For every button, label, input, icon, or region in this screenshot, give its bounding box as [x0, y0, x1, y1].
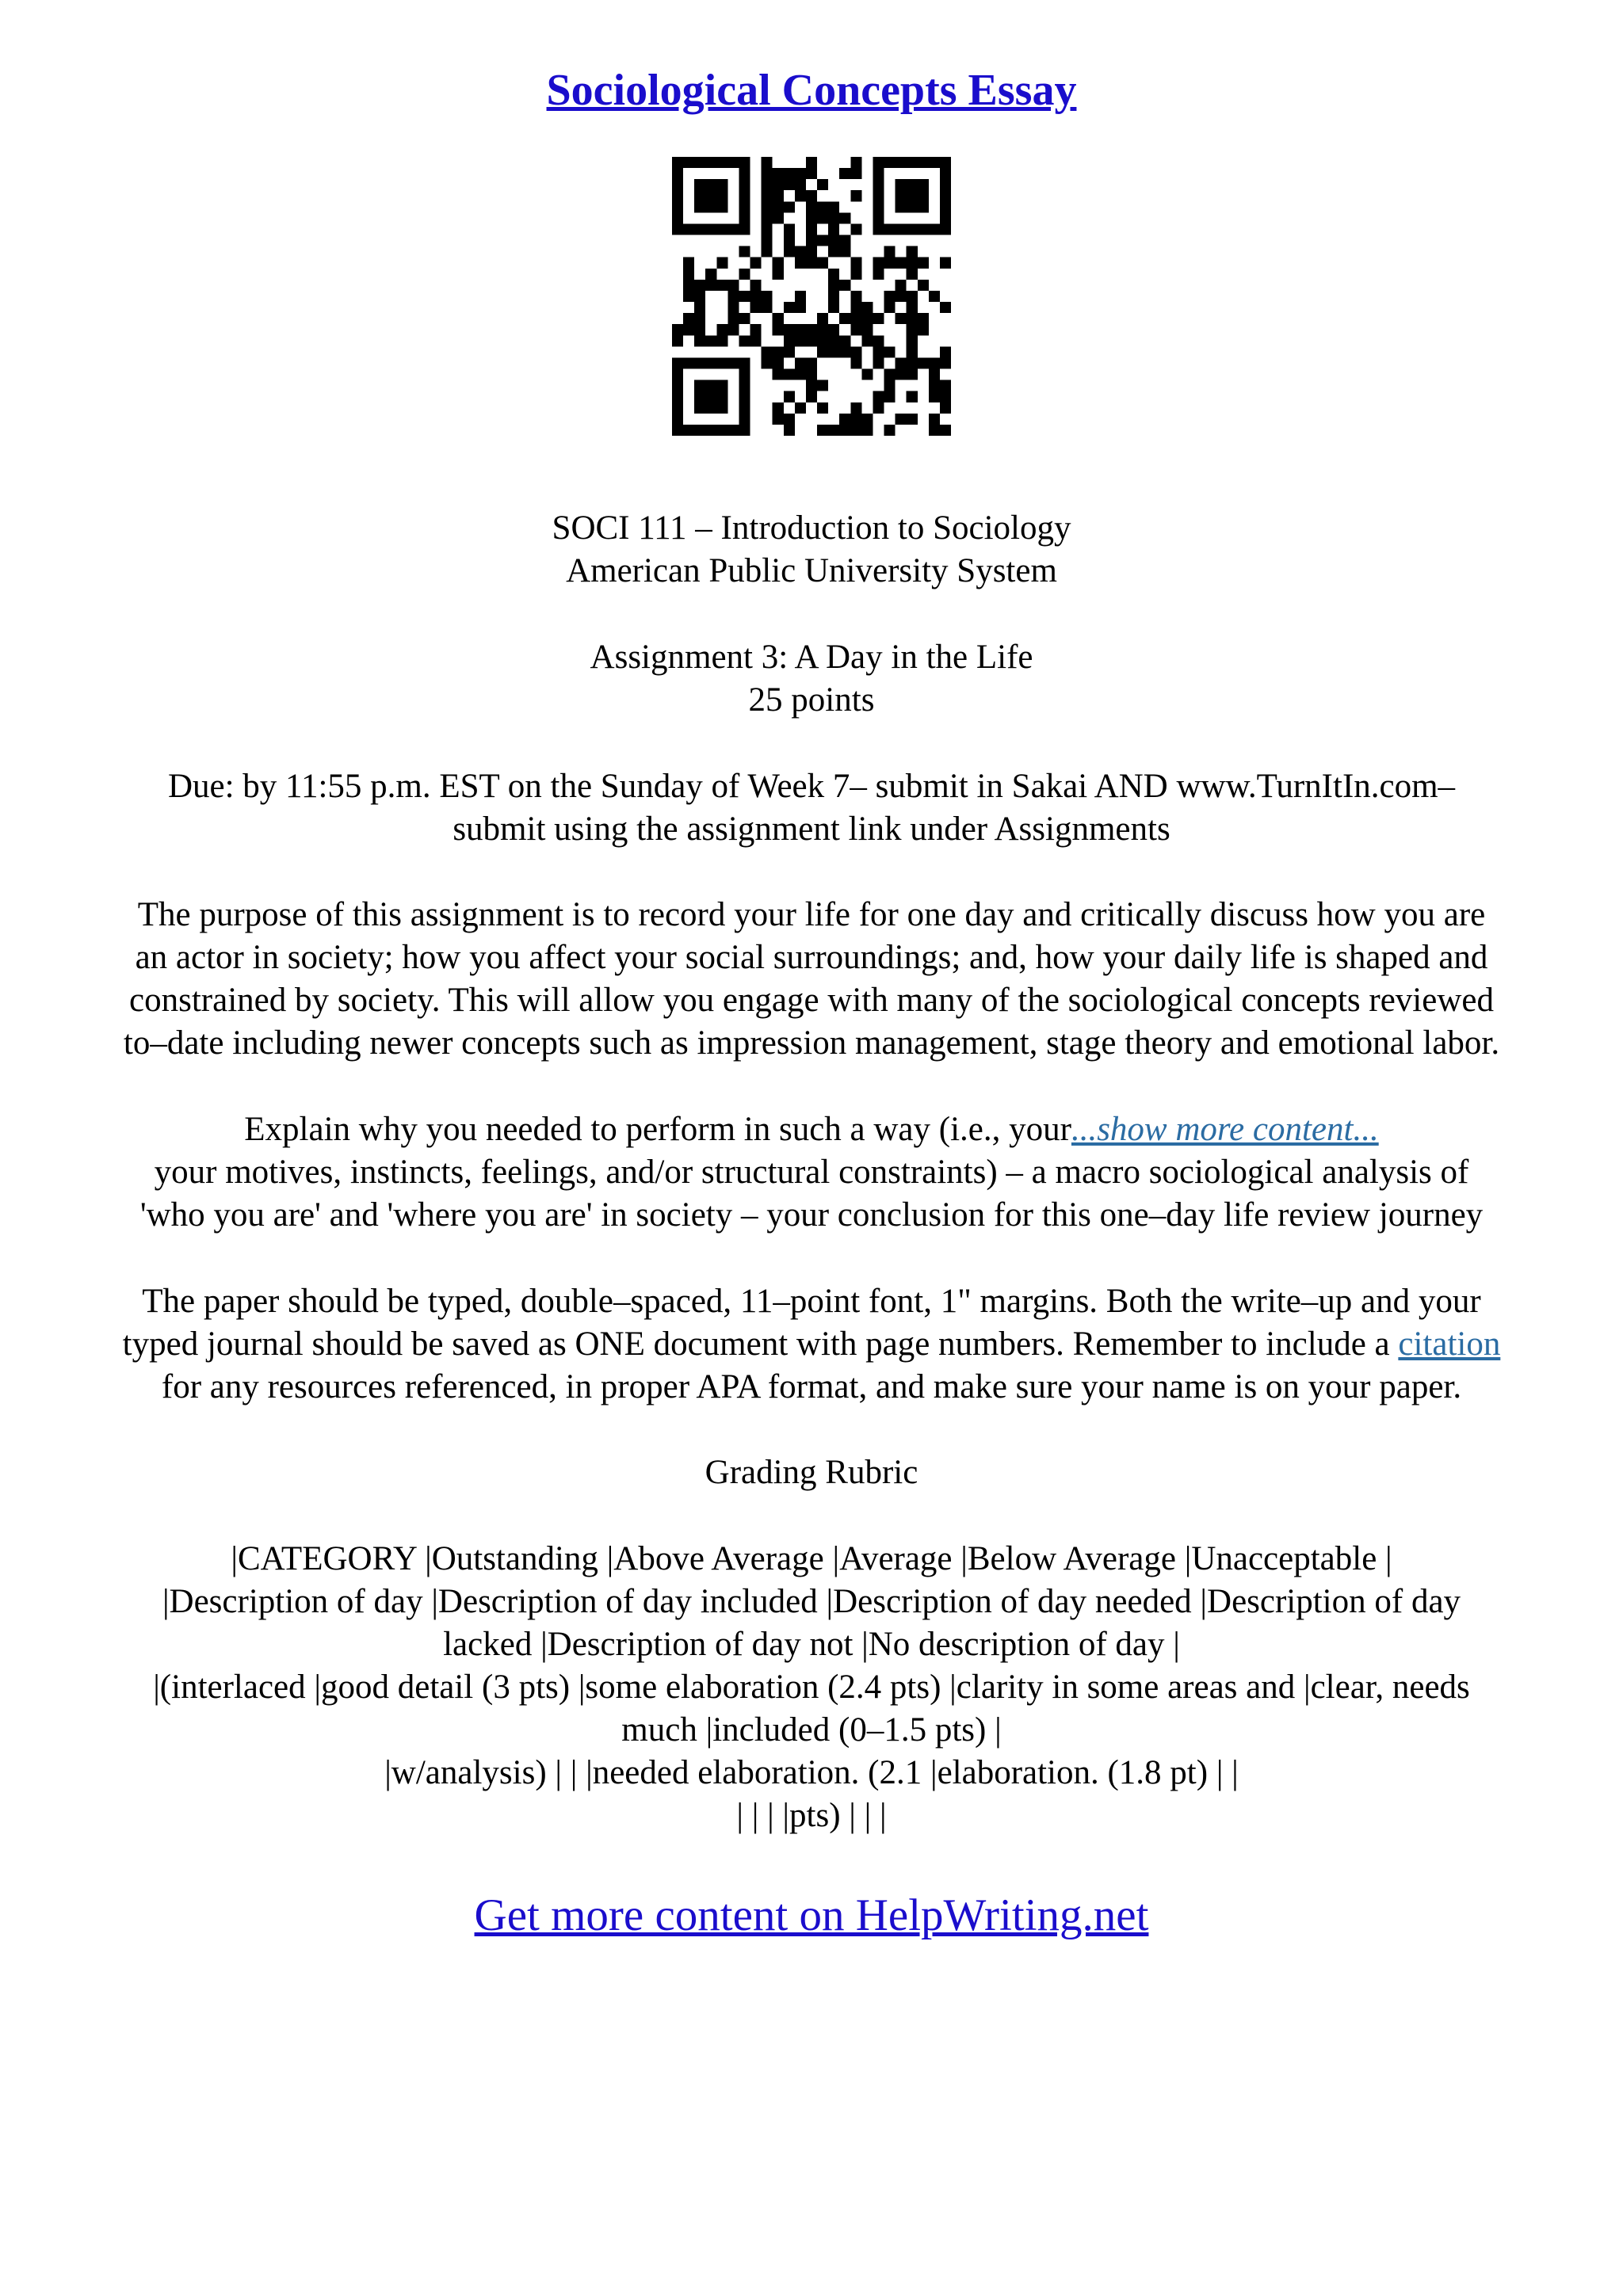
qr-code-icon	[672, 157, 951, 436]
university-line: American Public University System	[566, 552, 1057, 589]
rubric-line: |Description of day |Description of day included |Description of day needed |Description of day	[162, 1583, 1461, 1620]
rubric-line: |(interlaced |good detail (3 pts) |some elaboration (2.4 pts) |clarity in some areas and |clear, needs	[153, 1669, 1470, 1706]
paper-line: The paper should be typed, double–spaced, 11–point font, 1" margins. Both the write–up and your	[142, 1283, 1481, 1320]
explain-line	[55, 1108, 1568, 1151]
paper-line: for any resources referenced, in proper APA format, and make sure your name is on your paper.	[161, 1368, 1462, 1405]
course-line: SOCI 111 – Introduction to Sociology	[552, 509, 1071, 547]
due-info	[55, 765, 1568, 851]
rubric-line: much |included (0–1.5 pts) |	[621, 1711, 1002, 1749]
rubric-line: | | | |pts) | | |	[736, 1797, 887, 1834]
course-info	[55, 507, 1568, 593]
title-link[interactable]: Sociological Concepts Essay	[546, 66, 1077, 115]
citation-link[interactable]: citation	[1398, 1325, 1501, 1363]
rubric-line: |w/analysis) | | |needed elaboration. (2.1 |elaboration. (1.8 pt) | |	[384, 1754, 1239, 1791]
paper-paragraph	[55, 1280, 1568, 1409]
get-more-content-link[interactable]: Get more content on HelpWriting.net	[474, 1890, 1149, 1940]
rubric-heading	[55, 1451, 1568, 1494]
purpose-line: an actor in society; how you affect your social surroundings; and, how your daily life is shaped and	[135, 939, 1488, 976]
due-line-2: submit using the assignment link under Assignments	[453, 810, 1170, 848]
rubric-heading-text: Grading Rubric	[705, 1454, 918, 1491]
assignment-line: Assignment 3: A Day in the Life	[590, 639, 1033, 676]
footer	[0, 1887, 1623, 1944]
rubric-table-text	[55, 1538, 1568, 1837]
explain-line-text: Explain why you needed to perform in such a way (i.e., your	[244, 1111, 1071, 1148]
rubric-line: |CATEGORY |Outstanding |Above Average |Average |Below Average |Unacceptable |	[231, 1540, 1392, 1577]
explain-paragraph	[55, 1108, 1568, 1237]
paper-line-text: typed journal should be saved as ONE document with page numbers. Remember to include a	[122, 1325, 1390, 1363]
points-line: 25 points	[748, 681, 875, 719]
purpose-paragraph	[55, 894, 1568, 1065]
paper-line	[55, 1323, 1568, 1366]
rubric-line: lacked |Description of day not |No description of day |	[443, 1626, 1180, 1663]
explain-line: 'who you are' and 'where you are' in society – your conclusion for this one–day life review journey	[139, 1196, 1484, 1234]
page-title	[0, 62, 1623, 119]
show-more-link[interactable]: ...show more content...	[1071, 1111, 1379, 1148]
purpose-line: The purpose of this assignment is to record your life for one day and critically discuss how you are	[137, 896, 1486, 933]
purpose-line: constrained by society. This will allow you engage with many of the sociological concepts reviewed	[129, 982, 1494, 1019]
explain-line: your motives, instincts, feelings, and/or structural constraints) – a macro sociological analysis of	[154, 1154, 1469, 1191]
due-line-1: Due: by 11:55 p.m. EST on the Sunday of Week 7– submit in Sakai AND www.TurnItIn.com–	[167, 768, 1456, 805]
purpose-line: to–date including newer concepts such as impression management, stage theory and emotional labor.	[123, 1024, 1500, 1062]
assignment-info	[55, 636, 1568, 722]
